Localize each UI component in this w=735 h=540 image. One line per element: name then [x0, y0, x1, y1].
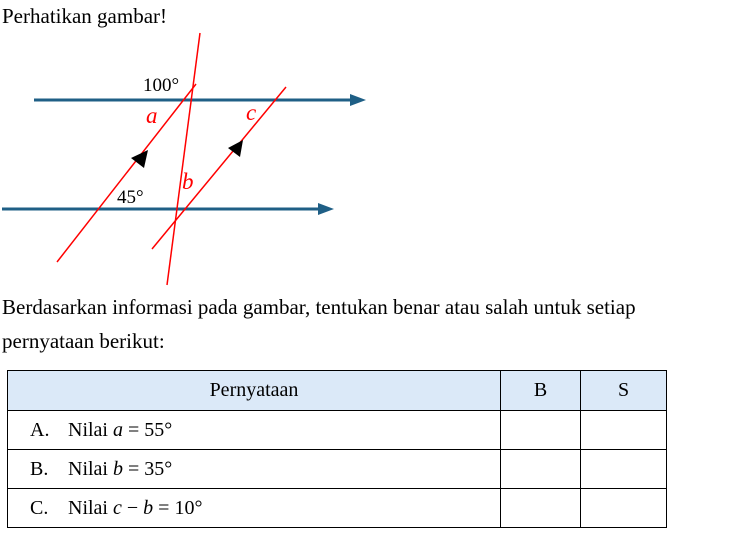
statement-prefix: Nilai: [68, 418, 113, 441]
angle-label-a: a: [146, 103, 158, 128]
question-text: Berdasarkan informasi pada gambar, tentukan benar atau salah untuk setiap pernyataan berikut:: [2, 295, 636, 353]
statement-letter: A.: [30, 418, 50, 441]
statement-variable: c: [113, 496, 122, 519]
statement-variable-2: b: [143, 496, 154, 519]
statement-table: [7, 370, 667, 528]
top-line-arrowhead: [350, 94, 366, 106]
right-transversal: [152, 87, 286, 249]
angle-label-bottom: 45°: [117, 187, 144, 208]
instruction-text: Perhatikan gambar!: [2, 4, 168, 28]
statement-operator: −: [121, 496, 144, 519]
header-statement: Pernyataan: [8, 371, 501, 411]
statement-cell: [8, 489, 501, 528]
angle-label-b: b: [182, 169, 194, 194]
table-row: [8, 411, 667, 450]
statement-variable: a: [113, 418, 123, 441]
answer-cell-true[interactable]: [501, 489, 581, 528]
answer-cell-false[interactable]: [581, 411, 667, 450]
statement-letter: B.: [30, 457, 49, 480]
statement-value: = 10°: [153, 496, 203, 519]
table-row: [8, 450, 667, 489]
statement-prefix: Nilai: [68, 496, 113, 519]
statement-cell: [8, 450, 501, 489]
table-row: [8, 489, 667, 528]
steep-transversal: [167, 33, 200, 285]
angle-label-top: 100°: [143, 75, 180, 96]
statement-letter: C.: [30, 496, 49, 519]
statement-cell: [8, 411, 501, 450]
statement-variable: b: [113, 457, 123, 480]
left-transversal-arrow-icon: [131, 150, 148, 168]
answer-cell-false[interactable]: [581, 489, 667, 528]
statement-prefix: Nilai: [68, 457, 113, 480]
angle-label-c: c: [246, 100, 257, 125]
table-header-row: [8, 371, 667, 411]
left-transversal: [57, 84, 196, 262]
header-true: B: [501, 371, 581, 411]
statement-value: = 35°: [123, 457, 173, 480]
answer-cell-true[interactable]: [501, 450, 581, 489]
header-false: S: [581, 371, 667, 411]
answer-cell-false[interactable]: [581, 450, 667, 489]
answer-cell-true[interactable]: [501, 411, 581, 450]
bottom-line-arrowhead: [318, 203, 334, 215]
statement-value: = 55°: [123, 418, 173, 441]
geometry-figure: [0, 28, 380, 290]
